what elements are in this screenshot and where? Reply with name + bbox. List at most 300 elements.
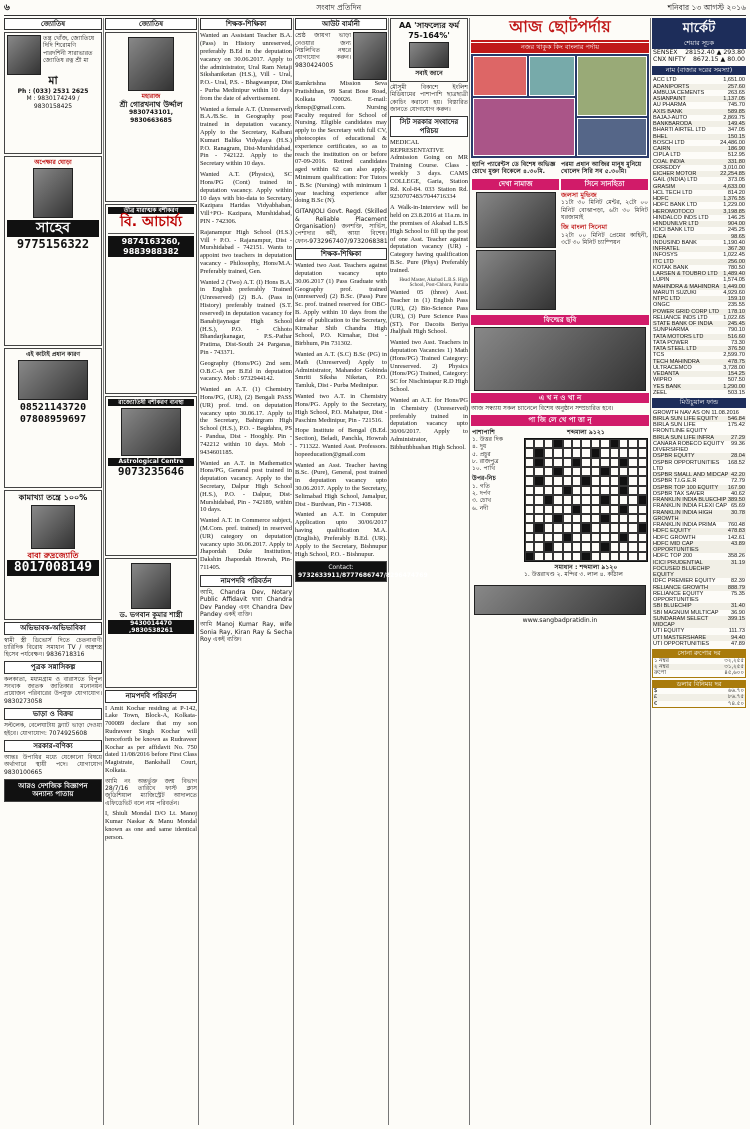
crossword-cell [563,486,572,495]
crossword-cell [581,533,590,542]
column-market [652,18,746,1125]
ad-brand: বি. আচার্য্য [119,214,183,231]
ad-name: মহারাজ [141,93,161,101]
portrait-photo [7,35,41,75]
crossword-cell [581,523,590,532]
portrait-photo [31,505,75,549]
stock-row-value: 245.25 [727,227,745,234]
crossword-cell [600,542,609,551]
stock-row-value: 1,137.05 [723,96,745,103]
ad-name: সাহেব [7,220,99,237]
section-heading-guardian: অভিভাবক-অভিভাবিকা [4,622,102,634]
crossword-cell [534,552,543,561]
ad-mobile: M : 9830174249 / 9830158425 [26,95,80,110]
section-heading-rent: ভাড়া ও বিক্রয় [4,708,102,720]
ad-name: ড. ভগবান কুমার শাস্ত্রী [119,611,183,620]
fund-row-value: 75.35 [731,590,745,597]
stock-row-label: IDEA [653,233,667,240]
stock-row-label: BOSCH LTD [653,139,685,146]
classified-text: শ্রেষ্ঠ জায়গা ভাড়া নেওয়ার জন্য নিম্নলিখিত নম্বরে যোগাযোগ করুন। 9830424005 [295,32,351,69]
stock-row-value: 367.30 [727,246,745,253]
fx-row-value: ৭৪.৫০ [727,700,744,707]
column-classifieds-astrology-2 [105,18,197,1125]
fund-row-label: DSPBR SMALL AND MIDCAP [653,472,729,479]
column-tv-entertainment: আজ ছোটপর্দায় নজর থাকুক কিং বাংলার পর্দায় হ্যাপি প্যারেন্টস ডে বিশেষ অভিজ্ঞ চোখে মুক্তা বিকেলে ৪.৩০মি. পরমা প্রধান আজির মানুষ মুনিয়ে খোলেদ সিরি সব ৫.৩০মি। দেখা নামাজ সিনে সানহিতা জলসা মুভিজ ১১টা ৩০ মিনিট মেন্টর, ২টো ০০ মিনিট বোঝাপড়া, ৬টা ৩০ মিনিট ঘরজামাই জি বাংলা সিনেমা ১২টা ০০ মিনিট প্রেমের কাহিনী, ৩টে ৩০ মিনিট চ্যাম্পিয়ন ফিল্মের ছবি এ খ ন ও খা ন আজ সন্ধ্যায় সকল চ্যানেলে বিশেষ অনুষ্ঠান সম্প্রচারিত হবে। পা জি লে খে পা ত্তা নৃ পাশাপাশি ১. উত্তর দিক ৪. দুধ ৫. প্রচুর ৮. রাজপুত্র ১০. পাখি উপর-নিচ ১. গতি ২. দর্পণ ৩. চোখ ৬. নদী শব্দমালা ৯১২১ সমাধান : শব্দমালা ৯১২০ ১. উত্তরাখণ্ড ২. মন্দির ৩. লাল ৪. কাঁঠাল www.sangbadpratidin.in [471,17,648,624]
clue-header-across: পাশাপাশি [472,428,495,436]
crossword-cell [591,486,600,495]
crossword-cell [610,542,619,551]
crossword-cell [525,514,534,523]
fund-row-value: 546.84 [727,415,745,422]
crossword-cell [628,458,637,467]
stock-row-label: CAIRN [653,146,671,153]
crossword-cell [544,514,553,523]
crossword-cell [572,439,581,448]
crossword-cell [581,448,590,457]
mutual-fund-heading: মিউচুয়াল ফান্ড [652,398,746,408]
crossword-cell [525,523,534,532]
stock-row-value: 373.05 [727,177,745,184]
section-heading-teacher: শিক্ষক-শিক্ষিকা [295,248,387,260]
stock-row-value: 478.75 [727,358,745,365]
crossword-cell [525,533,534,542]
fund-row-label: BIRLA SUN LIFE FRONTLINE EQUITY [653,422,708,435]
fund-row-value: 358.26 [727,553,745,560]
stock-row [652,390,746,396]
crossword-cell [572,448,581,457]
crossword-cell [591,542,600,551]
fund-row-value: 30.78 [731,509,745,516]
stock-row-label: NTPC LTD [653,296,680,303]
crossword-cell [553,495,562,504]
stock-row-label: LUPIN [653,277,670,284]
crossword-cell [572,486,581,495]
fund-row-value: 94.40 [731,634,745,641]
stock-row-value: 4,633.00 [723,183,745,190]
crossword-cell [610,486,619,495]
fund-row-label: UTI OPPORTUNITIES [653,640,710,647]
stock-row-label: AMBUJA CEMENTS [653,89,705,96]
stock-row-value: 589.85 [727,108,745,115]
stock-row-label: ACC LTD [653,77,677,84]
stock-row-value: 3,198.85 [723,208,745,215]
tv-caption: হ্যাপি প্যারেন্টস ডে বিশেষ অভিজ্ঞ চোখে মুক্তা বিকেলে ৪.৩০মি. [472,160,556,175]
fund-row [652,641,746,647]
fund-row-label: FRANKLIN INDIA BLUECHIP [653,497,727,504]
stock-row-label: BHEL [653,133,668,140]
crossword-cell [619,514,628,523]
stock-row-label: INDUSIND BANK [653,239,697,246]
crossword-cell [534,467,543,476]
crossword-cell [563,448,572,457]
crossword-cell [628,514,637,523]
crossword-cell [553,542,562,551]
ad-acharya [105,204,197,394]
crossword-cell [610,505,619,514]
crossword-cell [534,476,543,485]
stock-row-label: STATE BANK OF INDIA [653,321,713,328]
section-heading-groom: পুত্রক সন্নাসিকল্প [4,661,102,673]
crossword-cell [628,552,637,561]
crossword-cell [628,448,637,457]
crossword-cell [638,523,647,532]
classified-text: GITANJOLI Govt. Regd. (Skilled & Reliable Placement Organisation) জনশক্তি, সার্ভিস, পেশাদার কর্মী, আয়া বিশেষ। ফোন-9732967407/9732068381 [295,208,388,245]
crossword-cell [628,542,637,551]
crossword-cell [544,495,553,504]
fund-row-label: HDFC GROWTH [653,534,696,541]
banner: এ খ ন ও খা ন [471,393,649,403]
ad-title: AA 'সাফল্যের ফর্ম 75-164%' [398,21,460,40]
classified-text: A Walk-in-Interview will be held on 23.8.2016 at 11a.m. in the premises of Akabad L.B.S High School to fill up the post of one Asst. Teacher against deputation vacancy (UR) - Category having qualification B.Sc. Pure (Phys) Preferably trained. [390,204,468,274]
crossword-cell [581,467,590,476]
stock-row-value: 2,599.70 [723,352,745,359]
crossword-cell [553,514,562,523]
crossword-cell [525,552,534,561]
crossword-cell [544,523,553,532]
stock-row-label: WIPRO [653,377,672,384]
fund-row-label: GROWTH NAV AS ON 11.08.2016 [653,409,739,416]
fund-row-label: RELIANCE EQUITY OPPORTUNITIES [653,590,704,604]
crossword-cell [619,448,628,457]
stock-row-label: AXIS BANK [653,108,683,115]
crossword-cell [610,467,619,476]
gold-row-label: রুপো [654,670,666,677]
fund-row [652,560,746,579]
fx-rate-box [652,680,746,708]
fund-row [652,541,746,554]
fx-row [653,701,745,707]
stock-row-label: BANKBARODA [653,121,692,128]
ad-phone-2: 07808959697 [19,414,87,426]
crossword-cell [572,542,581,551]
crossword-cell [534,486,543,495]
ad-phone-1: 08521143720 [19,402,87,414]
crossword-cell [534,542,543,551]
crossword-cell [619,523,628,532]
fund-row-label: DSPBR T.I.G.E.R [653,478,697,485]
crossword-cell [544,467,553,476]
crossword-cell [581,476,590,485]
classified-text: Wanted two Asst. Teachers against deputation vacancy upto 30.06.2017 (1) Pass Graduate with Geography prof. trained (unreserved) (2) B.Sc. (Pass) Pure Sc. prof. trained reserved for OBC-B. Apply within 10 days from the date of publication to the Secretary, Kirnahar Shib Chandra High School, P.O. Kirnahar, Dist - Birbhum, Pin 731302. [295,262,387,348]
fund-row-label: DSPBR TOP 100 EQUITY [653,484,719,491]
crossword-cell [581,495,590,504]
crossword-cell [563,533,572,542]
classified-text: Geography (Hons/PG) 2nd sem. O.B.C-A per B.Ed in deputation vacancy. Mob : 9732944142. [200,359,292,383]
stock-row-label: ITC LTD [653,258,674,265]
stock-row-label: HINDALCO INDS LTD [653,214,709,221]
stock-row-value: 178.10 [727,308,745,315]
stock-row-value: 149.45 [727,121,745,128]
crossword-cell [638,439,647,448]
crossword-cell [534,458,543,467]
stock-row-value: 186.90 [727,146,745,153]
fund-row-value: 31.40 [731,603,745,610]
fund-row [652,591,746,604]
stock-row-label: ULTRACEMCO [653,364,692,371]
stock-row-label: INFOSYS [653,252,678,259]
ad-title: শ্রী গোরখনাথ উর্দ্দাল [119,100,183,110]
crossword-cell [591,458,600,467]
classified-text: আমি নং অন্তর্ভুক্ত জন্ম বিভাগ 28/7/16 তারিখে ফাস্ট ক্লাস জুডিশিয়াল ম্যাজিস্ট্রেট আদালতে এফিডেভিট বলে নাম পরিবর্তন। [105,777,197,807]
crossword-cell [563,476,572,485]
crossword-cell [600,476,609,485]
crossword-cell [553,552,562,561]
stock-list [652,77,746,396]
section-heading-outsourcing: আউট বার্মানী [295,18,387,30]
crossword-cell [591,514,600,523]
crossword-cell [544,439,553,448]
stock-row-value: 331.80 [727,158,745,165]
classified-text: Wanted an A.T. (S.C) B.Sc (PG) in Math (Unreserved) Apply to Administrator, Mahandor Gobinda Smriti Siksha Niketan, P.O. Tamluk, Dist - Purba Medinipur. [295,351,387,390]
stock-row-value: 3,010.00 [723,164,745,171]
classified-text: Wanted A.T. in Commerce subject, (M.Com. pref. trained) in reserved (UR) category on deputation vacancy upto 30.06.2017. Apply to Jhapordah Duke Institution, Dakshin Jhapordah Howrah, Pin-711405. [200,517,292,572]
ad-phone: 9830743101, 9830663685 [128,109,174,124]
fund-row-value: 43.89 [731,540,745,547]
crossword-cell [553,505,562,514]
crossword-cell [553,533,562,542]
ad-title: অপেক্ষার ঘোড়া [34,159,72,167]
page-number: ৬ [4,3,10,14]
classified-text: I, Shiuli Mondal D/O Lt. Manoj Kumar Naskar & Manu Mondal known as one and same identical person. [105,810,197,841]
fund-row-value: 111.73 [728,628,745,635]
fund-row-value: 72.79 [731,478,745,485]
fund-row-label: ICICI PRUDENTIAL FOCUSED BLUECHIP EQUITY [653,559,710,579]
ad-name: মা [48,74,58,88]
section-heading: সিট সরকার সংবাদের পরিচয় [390,116,468,137]
page-header [4,2,746,16]
fund-row-value: 389.50 [727,497,745,504]
fund-row-label: FRANKLIN INDIA PRIMA [653,522,717,529]
classified-text: Wanted two Asst. Teachers in deputation Vacancies 1) Math (Hons/PG) Trained Category: Unreserved. 2) Physics (Hons/PG) Trained, Category: SC for Nischintapur R.D High School. [390,339,468,394]
stock-row-label: ASIANPAINT [653,96,686,103]
classified-text: Wanted 05 (three) Asst. Teacher in (1) English Pass (UR), (2) Bio-Science Pass (UR), (3) Pure Science Pass (ST). For Dacoits Beriya Jhaljhali High School. [390,289,468,336]
crossword-cell [581,552,590,561]
crossword-cell [638,542,647,551]
crossword-cell [534,439,543,448]
crossword-cell [600,458,609,467]
classified-text: Wanted an A.T. in Mathematics Hons/PG, General post trained in deputation vacancy. Apply to the Secretary, Dalpur High School (H.S.), P.O. - Dalpur, Dist-Murshidabad, Pin - 742189, within 10 days. [200,459,292,514]
stock-row-value: 814.20 [727,189,745,196]
crossword-cell [600,448,609,457]
crossword-cell [553,439,562,448]
stock-row-label: YES BANK [653,383,681,390]
stock-row-label: BHARTI AIRTEL LTD [653,127,706,134]
ad-saheb [4,156,102,346]
crossword-cell [619,505,628,514]
crossword-cell [600,523,609,532]
crossword-cell [581,505,590,514]
fund-row-value: 175.42 [727,422,745,429]
stock-row-value: 4,929.60 [723,289,745,296]
crossword-cell [553,523,562,532]
column-outsourcing-teacher [295,18,428,1125]
crossword-cell [563,458,572,467]
crossword-cell [581,486,590,495]
crossword-cell [563,467,572,476]
crossword-cell [619,533,628,542]
stock-row-value: 150.15 [727,133,745,140]
crossword-cell [600,495,609,504]
crossword-cell [572,467,581,476]
banner: ফিল্মের ছবি [471,315,649,325]
fund-row-label: HDFC EQUITY [653,528,691,535]
crossword-cell [638,486,647,495]
index-row-label: CNX NIFTY [653,56,686,64]
ad-name: বাবা রুদ্রজ্যোতি [27,550,79,560]
fund-row-value: 28.04 [731,453,745,460]
index-row [652,49,746,56]
crossword-cell [572,505,581,514]
crossword-cell [638,514,647,523]
stock-row-value: 904.00 [727,221,745,228]
crossword-cell [544,505,553,514]
crossword-cell [525,448,534,457]
fund-row [652,510,746,523]
crossword-cell [610,552,619,561]
clue-header-down: উপর-নিচ [472,475,496,483]
film-still-image [474,327,646,391]
crossword-cell [572,514,581,523]
market-brand: মার্কেট [652,18,746,39]
crossword-cell [600,467,609,476]
classified-text: Wanted an A.T. in Computer Application upto 30/06/2017 having qualification M.A. (English), Preferably B.Ed. (UR). Apply to the Secretary, Bishnupur High School, P.O. - Bishnupur. [295,511,387,558]
ad-photo [409,42,449,68]
crossword-cell [563,505,572,514]
stock-row-label: MAHINDRA & MAHINDRA [653,283,720,290]
portrait-photo [128,37,174,91]
stock-row-label: HCL TECH LTD [653,189,693,196]
fund-row-label: IDFC PREMIER EQUITY [653,578,716,585]
ad-phone: 9775156322 [16,236,90,251]
crossword-cell [600,505,609,514]
stock-row-label: GAIL (INDIA) LTD [653,177,698,184]
crossword-cell [525,505,534,514]
stock-row-label: SUNPHARMA [653,327,689,334]
gold-row-value: ৩২,২৫৫ [724,657,744,664]
stock-row-value: 1,449.00 [723,283,745,290]
stock-row-value: 3,728.00 [723,364,745,371]
crossword-cell [544,552,553,561]
stock-row-value: 1,574.05 [723,277,745,284]
crossword-cell [600,552,609,561]
classified-text: Wanted 2 (Two) A.T. (I) Hons B.A. in English preferably Trained (Unreserved) (2) B.A. (Pass in History) preferably trained (S.T. reserved) in deputation vacancy for Banabijaynagar High School (H.S.), P.O. - Chhoto Bhandarjkanagar, P.S.-Pathar Pratima, Dist-South 24 Parganas, Pin - 743371. [200,278,292,356]
stock-row-label: ADANIPORTS [653,83,690,90]
gold-rate-box [652,649,746,677]
crossword-cell [553,458,562,467]
stock-row-value: 507.50 [727,377,745,384]
stock-row-label: ZEEL [653,389,667,396]
cinema-title: জলসা মুভিজ [561,190,597,199]
stock-row-label: ONGC [653,302,670,309]
crossword-cell [628,439,637,448]
stock-row-label: RELIANCE INDS LTD [653,314,708,321]
gold-row-value: ৪৫,৬০০ [724,670,744,677]
fund-row-label: UTI MASTERSHARE [653,634,707,641]
crossword-cell [600,514,609,523]
stocks-heading: নাম (বাজার দরের সমস্যা) [652,66,746,76]
crossword-cell [534,514,543,523]
crossword-cell [534,533,543,542]
stock-row-value: 1,022.45 [723,252,745,259]
stock-row-value: 1,290.00 [723,383,745,390]
crossword-cell [544,486,553,495]
fund-row-label: BIRLA SUN LIFE INFRA [653,434,714,441]
stock-row-value: 24,486.00 [720,139,745,146]
crossword-cell [610,533,619,542]
fund-row-value: 36.90 [731,609,745,616]
crossword-cell [572,495,581,504]
stock-row-label: CIPLA LTD [653,152,681,159]
fund-row-label: SBI BLUECHIP [653,603,692,610]
crossword-cell [525,476,534,485]
crossword-cell [591,495,600,504]
contact-box [295,561,428,581]
fx-row-value: ৬৬.৭০ [727,688,744,695]
ad-phone: Ph : (033) 2531 2625 [17,88,89,96]
cinema-title: জি বাংলা সিনেমা [561,223,608,232]
column-education [390,18,468,1125]
stock-row-label: POWER GRID CORP LTD [653,308,719,315]
crossword-cell [638,448,647,457]
ad-kaata [4,348,102,488]
classified-text: Wanted an Assistant Teacher B.A. (Pass) in History unreserved, preferably B.Ed in the deputation vacancy on 30.06.2017. Apply to the administrator, Ural Ram Netaji Sikshaniketan (H.S.), Vill - Ural, P.O.- Ural, P.S. - Bhagwanpur, Dist - Purba Medinipur within 10 days from the date of advertisement. [200,32,292,102]
crossword-cell [628,486,637,495]
crossword-cell [591,467,600,476]
crossword-cell [638,505,647,514]
portrait-photo [353,32,387,80]
classified-text: Ramkrishna Mission Seva Pratishthan, 99 Sarat Bose Road, Kolkata 700026. E-mail: rkmsp@gmail.com. Nursing Faculty required for School of Nursing. Eligible candidates may apply to the Secretary with full CV, photocopies of educational & experience certificates, so as to reach the institution on or before 07-09-2016. Retired candidates aged within 62 can also apply. Minimum qualification: For Tutors - B.Sc (Nursing) with minimum 1 year teaching experience after doing B.Sc (N). [295,80,387,205]
gold-heading: সোনা রুপোর দর [653,650,745,658]
section-heading-astrology: জ্যোতিষ [4,18,102,30]
crossword-title: শব্দমালা ৯১২১ [567,428,605,436]
stock-row-value: 347.05 [727,127,745,134]
crossword-cell [572,476,581,485]
market-subtitle: শেয়ার সূচক [652,39,746,49]
crossword-cell [591,533,600,542]
fund-row-value: 167.90 [727,484,745,491]
ad-sri-ma [4,32,102,154]
ad-kamakhya [4,490,102,620]
paper-name: সংবাদ প্রতিদিন [316,3,362,13]
fx-row-label: $ [654,688,658,695]
stock-row-label: LARSEN & TOUBRO LTD [653,271,718,278]
stock-row-label: INFRATEL [653,246,680,253]
stock-row-value: 235.55 [727,302,745,309]
crossword-cell [563,439,572,448]
crossword-cell [553,448,562,457]
fx-heading: ডলার বিনিময় দর [653,681,745,689]
ad-title: রাজ্যোতিষী বশীকরণ ব্যবস্থা [108,399,194,406]
stock-row-label: KOTAK BANK [653,264,689,271]
tv-still-image [476,192,556,248]
ad-image [474,585,646,615]
fund-row [652,616,746,629]
crossword-cell [600,533,609,542]
ad-brand: Astrological Centre [108,458,194,465]
stock-row-value: 503.15 [727,389,745,396]
classified-text: Wanted two A.T. in Chemistry Hons/PG. Apply to the Secretary, High School, P.O. Mahatpur, Dist - Paschim Medinipur, Pin - 721516. [295,393,387,424]
fund-row-label: CANARA ROBECO EQUITY DIVERSIFIED [653,440,725,454]
contact-label: Contact: [328,564,354,572]
stock-row-label: AU PHARMA [653,102,687,109]
website-link[interactable]: www.sangbadpratidin.in [522,616,598,624]
ad-astrological-centre [105,396,197,556]
crossword-cell [619,552,628,561]
section-heading-astrology: জ্যোতিষ [105,18,197,30]
crossword-cell [591,448,600,457]
fund-row-value: 478.83 [727,528,745,535]
footer-note [4,779,102,802]
